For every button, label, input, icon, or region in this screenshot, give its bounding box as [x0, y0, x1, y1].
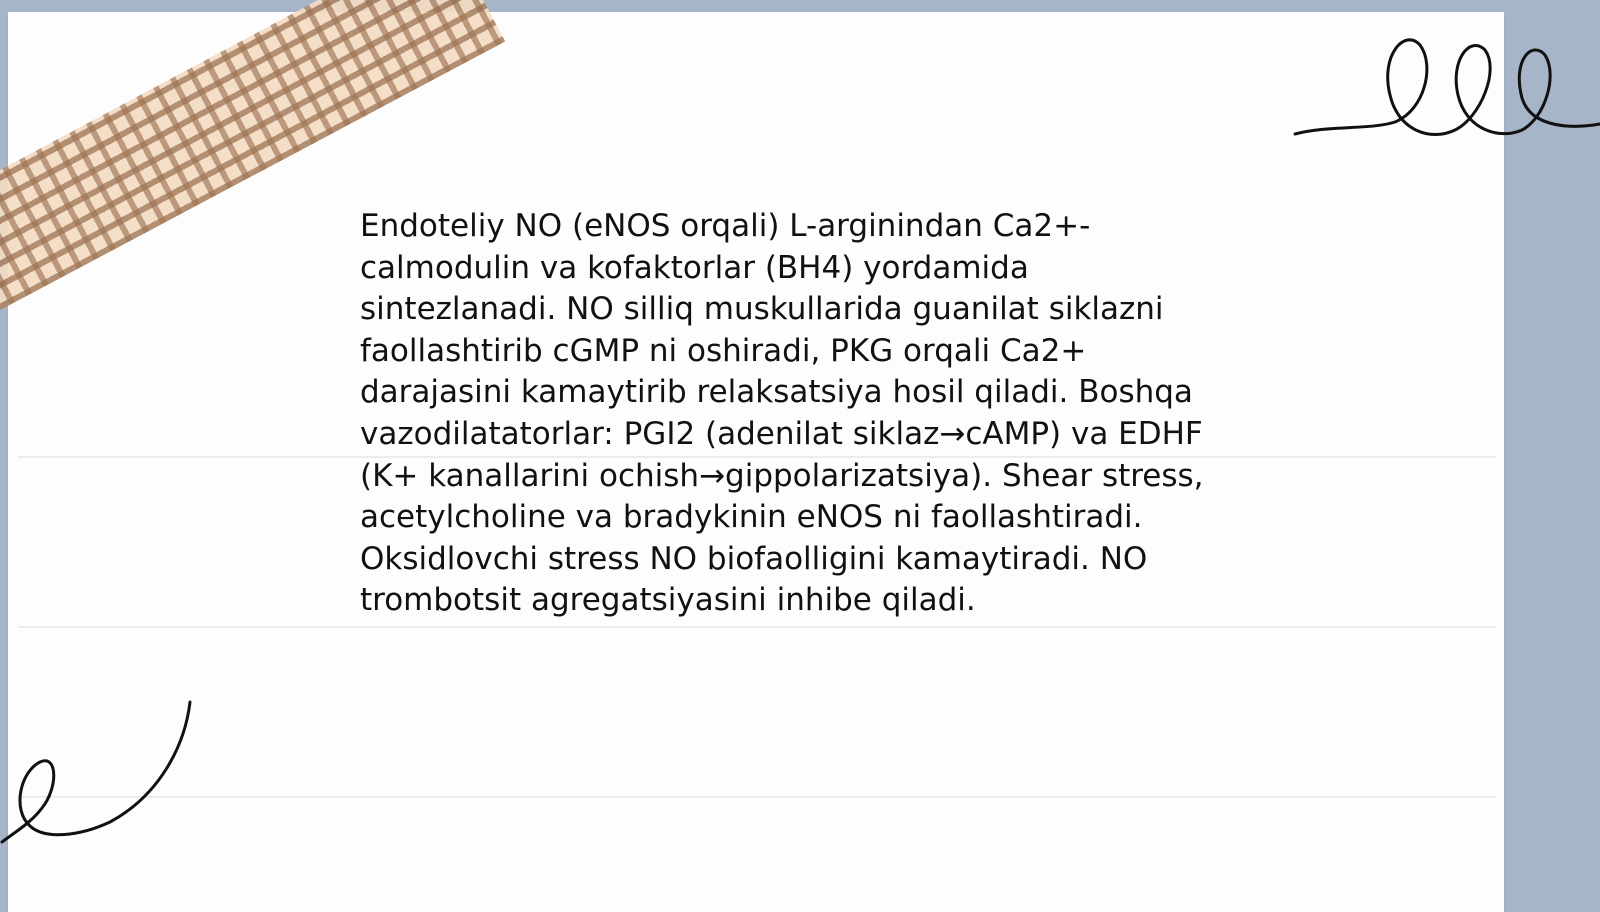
ruled-line — [18, 626, 1496, 628]
slide-body-text: Endoteliy NO (eNOS orqali) L-arginindan Ca2+- calmodulin va kofaktorlar (BH4) yordamida sintezlanadi. NO silliq muskullarida guanilat siklazni faollashtirib cGMP ni oshiradi, PKG orqali Ca2+ darajasini kamaytirib relaksatsiya hosil qiladi. Boshqa vazodilatatorlar: PGI2 (adenilat siklaz→cAMP) va EDHF (K+ kanallarini ochish→gippolarizatsiya). Shear stress, acetylcholine va bradykinin eNOS ni faollashtiradi. Oksidlovchi stress NO biofaolligini kamaytiradi. NO trombotsit agregatsiyasini inhibe qiladi. — [360, 208, 1204, 619]
swirl-scribble-icon — [0, 700, 200, 850]
ruled-line — [18, 796, 1496, 798]
loop-scribble-icon — [1290, 30, 1600, 160]
